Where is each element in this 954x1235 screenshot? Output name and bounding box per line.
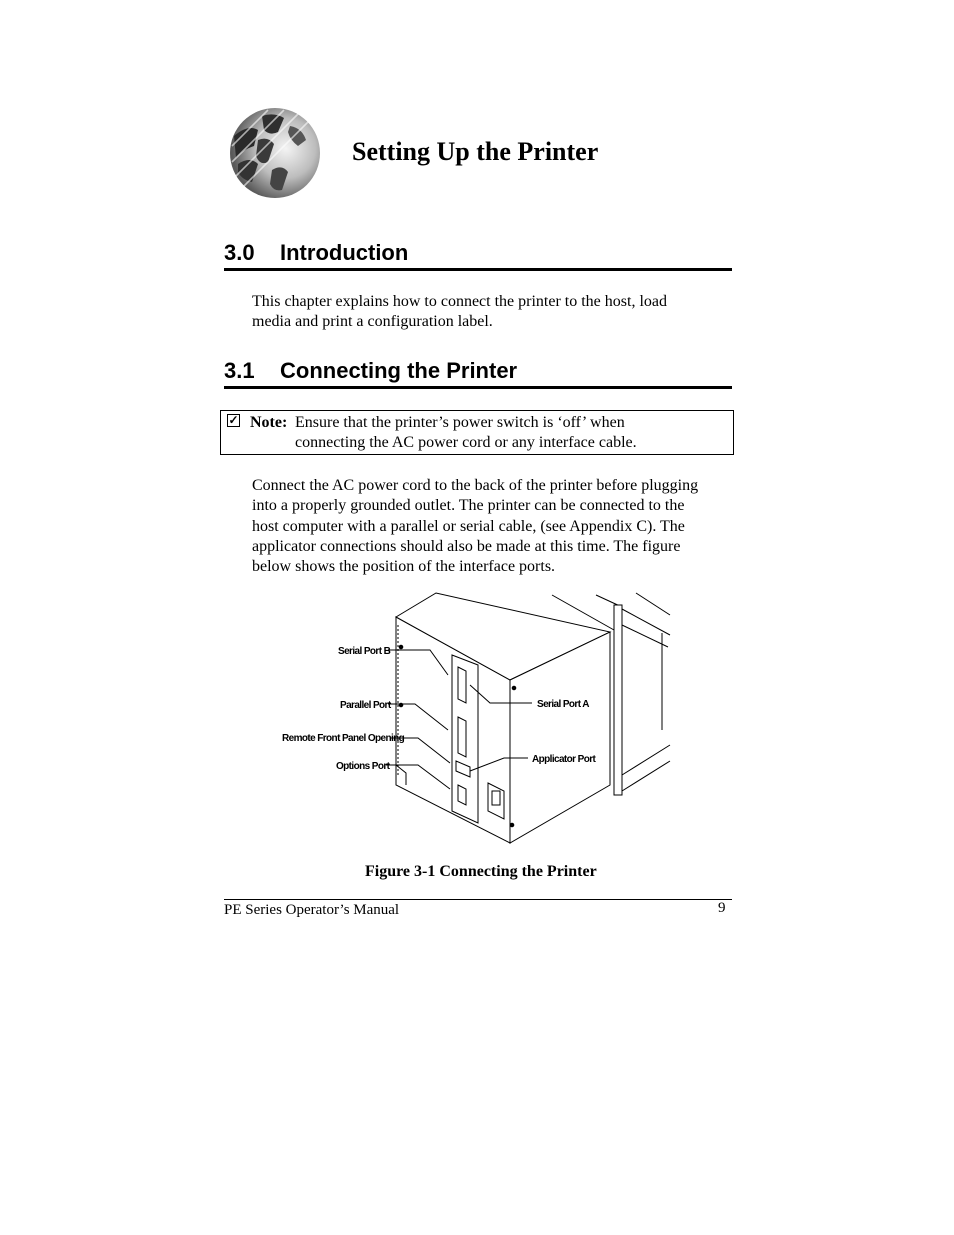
paragraph-line: Connect the AC power cord to the back of the printer before plugging <box>252 477 699 494</box>
figure-caption: Figure 3-1 Connecting the Printer <box>365 863 597 880</box>
paragraph-line: into a properly grounded outlet. The printer can be connected to the <box>252 497 685 515</box>
note-text-line: Ensure that the printer’s power switch is ‘off’ when <box>295 414 625 431</box>
paragraph-line: below shows the position of the interface ports. <box>252 558 556 576</box>
paragraph-line: This chapter explains how to connect the printer to the host, load <box>252 293 667 310</box>
label-remote-front-panel: Remote Front Panel Opening <box>282 733 405 744</box>
globe-icon <box>228 106 322 200</box>
section-number: 3.0 <box>224 240 255 265</box>
printer-post <box>614 605 622 795</box>
connect-paragraph <box>252 476 734 577</box>
page-number: 9 <box>718 900 726 916</box>
note-text-line: connecting the AC power cord or any interface cable. <box>295 434 637 451</box>
label-parallel-port: Parallel Port <box>340 700 391 711</box>
port-panel <box>452 655 478 823</box>
section-title: Introduction <box>280 240 409 265</box>
checkbox-checked-icon: ✓ <box>228 413 239 427</box>
chapter-title: Setting Up the Printer <box>352 137 599 166</box>
paragraph-line: applicator connections should also be made at this time. The figure <box>252 537 681 555</box>
label-serial-port-a: Serial Port A <box>537 699 589 710</box>
footer-manual-title: PE Series Operator’s Manual <box>224 902 400 918</box>
note-box <box>220 410 734 455</box>
label-applicator-port: Applicator Port <box>532 754 596 765</box>
label-options-port: Options Port <box>336 761 390 772</box>
note-label: Note: <box>250 414 288 431</box>
section-heading-connecting <box>224 358 732 389</box>
label-serial-port-b: Serial Port B <box>338 646 391 657</box>
section-heading-introduction <box>224 240 732 271</box>
intro-paragraph <box>252 292 734 333</box>
paragraph-line: media and print a configuration label. <box>252 313 493 331</box>
section-number: 3.1 <box>224 358 255 383</box>
printer-diagram <box>270 585 680 850</box>
paragraph-line: host computer with a parallel or serial cable, (see Appendix C). The <box>252 517 685 535</box>
footer-rule <box>224 899 732 900</box>
section-title: Connecting the Printer <box>280 358 518 383</box>
